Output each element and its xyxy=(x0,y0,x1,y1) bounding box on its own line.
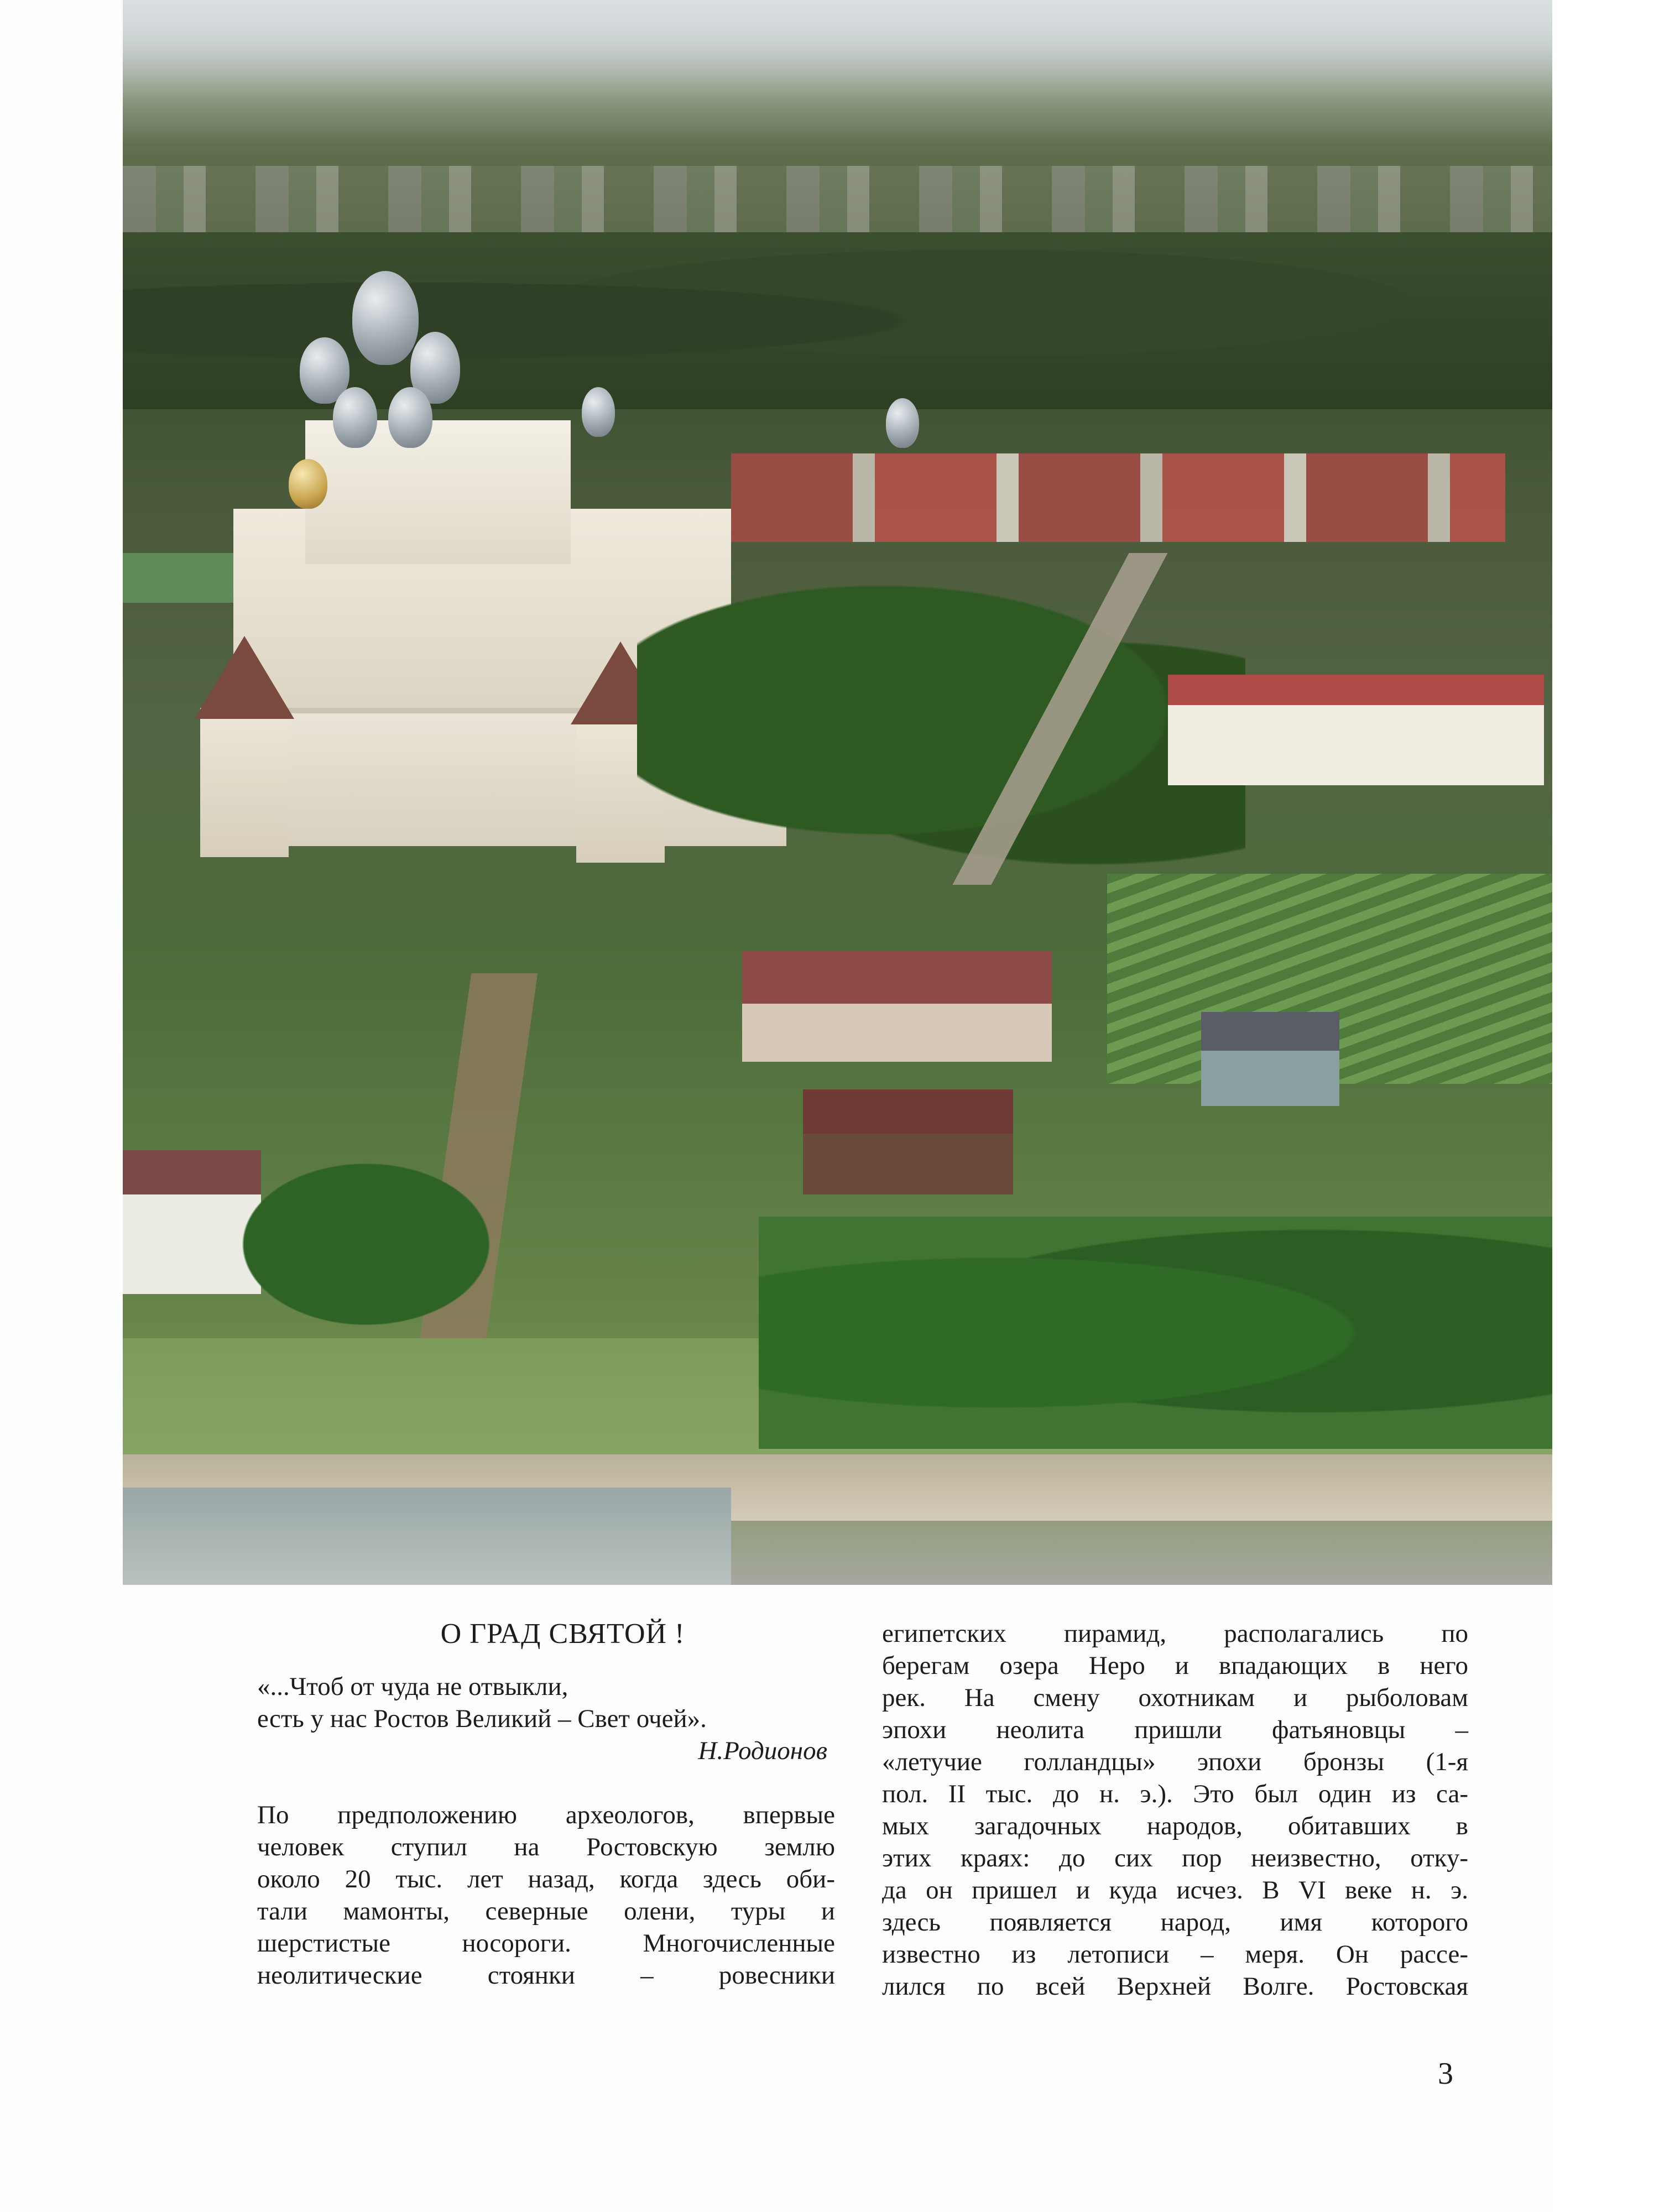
cathedral-main-dome xyxy=(352,271,419,365)
cathedral-dome xyxy=(388,387,432,448)
page-margin xyxy=(1554,0,1659,2212)
left-column xyxy=(257,1618,835,1991)
right-column xyxy=(882,1618,1468,2002)
kremlin-tower xyxy=(200,713,289,857)
belfry-dome xyxy=(582,387,615,437)
epigraph-author: Н.Родионов xyxy=(698,1736,827,1765)
red-roof-buildings xyxy=(731,453,1505,542)
tree-cluster xyxy=(222,1150,510,1338)
blue-house xyxy=(1201,1012,1339,1106)
tree-cluster xyxy=(637,581,1245,868)
text-line: мых загадочных народов, обитавших в xyxy=(882,1812,1468,1840)
text-line: пол. II тыс. до н. э.). Это был один из са- xyxy=(882,1780,1468,1808)
text-line: шерстистые носороги. Многочисленные xyxy=(257,1929,835,1958)
text-line: да он пришел и куда исчез. В VI веке н. э. xyxy=(882,1876,1468,1905)
cathedral-dome xyxy=(333,387,377,448)
red-roof-house xyxy=(742,951,1052,1062)
text-line: По предположению археологов, впервые xyxy=(257,1801,835,1829)
epigraph-line: есть у нас Ростов Великий – Свет очей». xyxy=(257,1704,707,1733)
text-line: этих краях: до сих пор неизвестно, отку- xyxy=(882,1844,1468,1872)
white-building xyxy=(1168,675,1544,785)
text-line: рек. На смену охотникам и рыболовам xyxy=(882,1683,1468,1712)
sky-haze xyxy=(123,0,1552,144)
body-paragraph xyxy=(257,1799,835,1991)
aerial-photo-rostov-kremlin xyxy=(123,0,1552,1585)
text-line: берегам озера Неро и впадающих в него xyxy=(882,1651,1468,1680)
epigraph xyxy=(257,1671,835,1767)
text-line: «летучие голландцы» эпохи бронзы (1-я xyxy=(882,1747,1468,1776)
page-number: 3 xyxy=(1438,2057,1453,2091)
article-title: О ГРАД СВЯТОЙ ! xyxy=(440,1618,685,1650)
text-line: неолитические стоянки – ровесники xyxy=(257,1961,835,1990)
gold-dome xyxy=(289,459,327,509)
epigraph-line: «...Чтоб от чуда не отвыкли, xyxy=(257,1672,568,1701)
text-line: известно из летописи – меря. Он рассе- xyxy=(882,1940,1468,1969)
text-line: человек ступил на Ростовскую землю xyxy=(257,1833,835,1861)
text-line: египетских пирамид, располагались по xyxy=(882,1619,1468,1648)
distant-town xyxy=(123,166,1552,243)
text-line: лился по всей Верхней Волге. Ростовская xyxy=(882,1972,1468,2001)
text-line: здесь появляется народ, имя которого xyxy=(882,1908,1468,1937)
tower-roof xyxy=(195,636,294,719)
text-line: эпохи неолита пришли фатьяновцы – xyxy=(882,1715,1468,1744)
brown-house xyxy=(803,1089,1013,1194)
foreground-trees xyxy=(759,1217,1552,1449)
text-line: тали мамонты, северные олени, туры и xyxy=(257,1897,835,1926)
lake-water xyxy=(123,1488,731,1585)
church-dome xyxy=(886,398,919,448)
text-line: около 20 тыс. лет назад, когда здесь оби- xyxy=(257,1865,835,1893)
